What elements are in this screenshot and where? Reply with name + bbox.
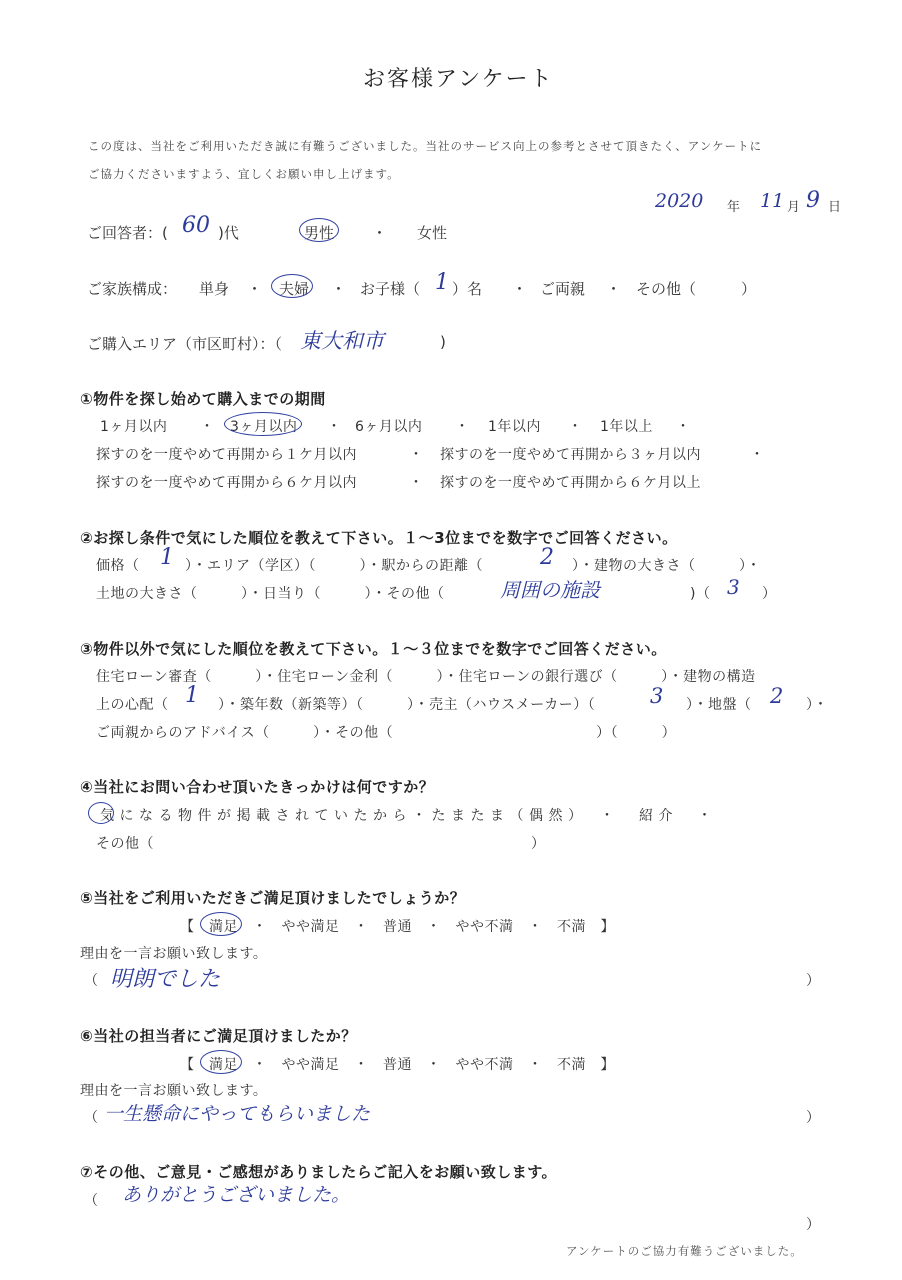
q5-reason-open: （ <box>84 973 99 989</box>
q2-price-label: 価格（ <box>96 558 140 574</box>
q7-open: （ <box>84 1193 99 1209</box>
q1-opt-restart-1m: 探すのを一度やめて再開から１ケ月以内 <box>96 447 357 463</box>
q6-selected-circle <box>200 1050 242 1074</box>
area-value: 東大和市 <box>300 329 384 353</box>
family-other: その他（ ） <box>636 280 757 298</box>
area-close: ) <box>440 333 446 351</box>
q5-reason-text: 明朗でした <box>110 967 221 992</box>
date-year: 2020 <box>655 190 704 212</box>
q3-ground-label: ）・地盤（ <box>686 697 752 713</box>
q2-other-close-2: ） <box>762 586 777 602</box>
q1-opt-1y-plus: 1年以上 <box>600 419 653 435</box>
q3-title: ③物件以外で気にした順位を教えて下さい。１～３位までを数字でご回答ください。 <box>80 640 667 658</box>
date-month: 11 <box>760 190 785 212</box>
survey-title: お客様アンケート <box>363 67 554 92</box>
q7-close: ） <box>806 1217 821 1233</box>
q1-opt-restart-3m: 探すのを一度やめて再開から３ヶ月以内 <box>440 447 701 463</box>
q1-opt-3m: 3ヶ月以内 <box>230 419 298 435</box>
q1-opt-1y: 1年以内 <box>488 419 541 435</box>
date-day: 9 <box>806 188 820 213</box>
respondent-label: ご回答者：( <box>87 224 168 242</box>
family-parents: ご両親 <box>540 280 586 298</box>
male-selected-circle <box>299 218 339 242</box>
q3-age-seller-label: ）・築年数（新築等）（ ）・売主（ハウスメーカー）（ <box>218 697 596 713</box>
q3-ground-rank: 2 <box>770 684 784 708</box>
q4-selected-circle <box>88 802 114 824</box>
q6-scale: 【 満足 ・ やや満足 ・ 普通 ・ やや不満 ・ 不満 】 <box>180 1057 615 1073</box>
q4-row-2: その他（ ） <box>96 836 546 852</box>
q1-title: ①物件を探し始めて購入までの期間 <box>80 390 326 408</box>
q5-reason-label: 理由を一言お願い致します。 <box>80 946 268 962</box>
family-couple: 夫婦 <box>279 280 310 298</box>
q3-seller-rank: 3 <box>650 684 664 708</box>
q7-comment: ありがとうございました。 <box>122 1184 351 1206</box>
family-single: 単身 <box>199 280 230 298</box>
footer-thanks: アンケートのご協力有難うございました。 <box>566 1244 803 1258</box>
q2-land-sun-label: 土地の大きさ（ ）・日当り（ ）・その他（ <box>96 586 445 602</box>
q2-other-rank: 3 <box>727 575 740 599</box>
q5-selected-circle <box>200 912 242 936</box>
respondent-age-suffix: )代 <box>218 224 239 242</box>
q1-opt-restart-6m-plus: 探すのを一度やめて再開から６ケ月以上 <box>440 475 701 491</box>
q1-opt-restart-6m: 探すのを一度やめて再開から６ケ月以内 <box>96 475 357 491</box>
q1-opt-6m: 6ヶ月以内 <box>355 419 423 435</box>
family-label: ご家族構成： <box>87 280 178 298</box>
date-year-unit: 年 <box>727 200 741 215</box>
q5-scale: 【 満足 ・ やや満足 ・ 普通 ・ やや不満 ・ 不満 】 <box>180 919 615 935</box>
family-children-open: お子様（ <box>360 280 421 298</box>
q2-building-size-label: ）・建物の大きさ（ ）・ <box>572 558 761 574</box>
q6-reason-open: （ <box>84 1110 99 1126</box>
respondent-dot: ・ <box>372 224 388 242</box>
date-day-unit: 日 <box>828 200 842 215</box>
q3-row-3: ご両親からのアドバイス（ ）・その他（ ）（ ） <box>96 725 677 741</box>
family-children-count: 1 <box>435 270 449 295</box>
respondent-male: 男性 <box>304 224 335 242</box>
respondent-age: 60 <box>182 213 210 238</box>
q6-reason-label: 理由を一言お願い致します。 <box>80 1083 268 1099</box>
intro-line-2: ご協力くださいますよう、宜しくお願い申し上げます。 <box>88 167 400 181</box>
q6-reason-text: 一生懸命にやってもらいました <box>104 1103 371 1125</box>
respondent-female: 女性 <box>417 224 448 242</box>
q2-price-rank: 1 <box>160 545 174 570</box>
q2-other-text: 周囲の施設 <box>500 578 600 602</box>
q6-reason-close: ） <box>806 1110 821 1126</box>
date-month-unit: 月 <box>787 200 801 215</box>
q1-opt-1m: 1ヶ月以内 <box>100 419 168 435</box>
q2-station-rank: 2 <box>540 545 554 570</box>
q7-title: ⑦その他、ご意見・ご感想がありましたらご記入をお願い致します。 <box>80 1163 558 1181</box>
couple-selected-circle <box>271 274 313 298</box>
q5-title: ⑤当社をご利用いただきご満足頂けましたでしょうか？ <box>80 889 466 907</box>
q2-other-close: )（ <box>690 586 711 602</box>
intro-line-1: この度は、当社をご利用いただき誠に有難うございました。当社のサービス向上の参考とさせて頂きたく、アンケートに <box>88 139 763 153</box>
q3-structure-label: 上の心配（ <box>96 697 169 713</box>
family-children-close: ）名 <box>452 280 483 298</box>
q3-ground-close: ）・ <box>806 697 828 713</box>
q3-row-1: 住宅ローン審査（ ）・住宅ローン金利（ ）・住宅ローンの銀行選び（ ）・建物の構造 <box>96 669 756 685</box>
q2-title: ②お探し条件で気にした順位を教えて下さい。１～3位までを数字でご回答ください。 <box>80 529 678 547</box>
q5-reason-close: ） <box>806 973 821 989</box>
q4-row-1: 気になる物件が掲載されていたから・たまたま（偶然） ・ 紹介 ・ <box>100 808 717 824</box>
q1-selected-circle <box>224 412 302 436</box>
area-label: ご購入エリア（市区町村）：（ <box>87 335 283 353</box>
q4-title: ④当社にお問い合わせ頂いたきっかけは何ですか？ <box>80 778 435 796</box>
q6-title: ⑥当社の担当者にご満足頂けましたか？ <box>80 1027 357 1045</box>
q2-area-station-label: ）・エリア（学区）（ ）・駅からの距離（ <box>185 558 483 574</box>
q3-structure-rank: 1 <box>185 683 199 708</box>
